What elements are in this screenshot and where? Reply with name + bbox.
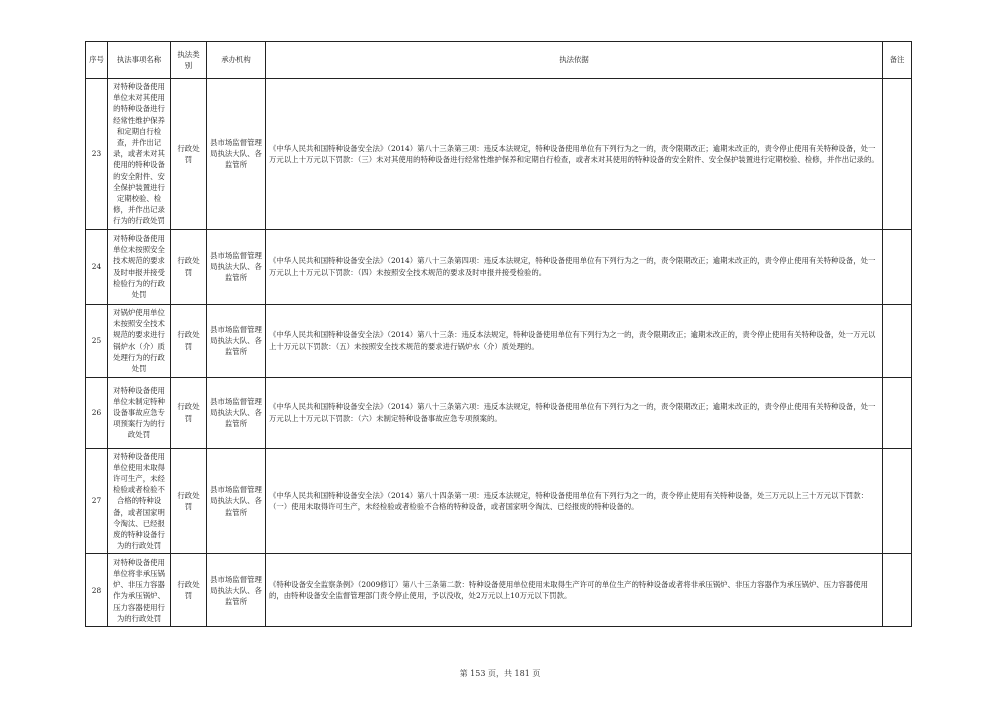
row-org: 县市场监督管理局执法大队、各监管所 xyxy=(207,554,266,627)
row-note xyxy=(883,377,912,448)
row-type: 行政处罚 xyxy=(171,448,207,554)
table-row xyxy=(86,448,912,554)
table-row xyxy=(86,377,912,448)
row-name: 对特种设备使用单位未对其使用的特种设备进行经常性维护保养和定期自行检查，并作出记录，或者未对其使用的特种设备的安全附件、安全保护装置进行定期校验、检修，并作出记录行为的行政处罚 xyxy=(108,79,171,230)
header-note: 备注 xyxy=(883,42,912,79)
row-basis: 《中华人民共和国特种设备安全法》（2014）第八十三条第三项：违反本法规定，特种设备使用单位有下列行为之一的，责令限期改正；逾期未改正的，责令停止使用有关特种设备，处一万元以上十万元以下罚款：（三）未对其使用的特种设备进行经常性维护保养和定期自行检查，或者未对其使用的特种设备的安全附件、安全保护装置进行定期校验、检修，并作出记录的。 xyxy=(266,79,883,230)
row-note xyxy=(883,79,912,230)
law-enforcement-table xyxy=(85,41,912,627)
header-org: 承办机构 xyxy=(207,42,266,79)
row-name: 对锅炉使用单位未按照安全技术规范的要求进行锅炉水（介）质处理行为的行政处罚 xyxy=(108,304,171,377)
row-basis: 《特种设备安全监察条例》（2009修订）第八十三条第二款：特种设备使用单位使用未取得生产许可的单位生产的特种设备或者将非承压锅炉、非压力容器作为承压锅炉、压力容器使用的，由特种设备安全监督管理部门责令停止使用，予以没收，处2万元以上10万元以下罚款。 xyxy=(266,554,883,627)
row-name: 对特种设备使用单位使用未取得许可生产，未经检验或者检验不合格的特种设备，或者国家明令淘汰、已经报废的特种设备行为的行政处罚 xyxy=(108,448,171,554)
table-row xyxy=(86,79,912,230)
row-basis: 《中华人民共和国特种设备安全法》（2014）第八十三条：违反本法规定，特种设备使用单位有下列行为之一的，责令限期改正；逾期未改正的，责令停止使用有关特种设备，处一万元以上十万元以下罚款：（五）未按照安全技术规范的要求进行锅炉水（介）质处理的。 xyxy=(266,304,883,377)
row-note xyxy=(883,229,912,304)
row-no: 27 xyxy=(86,448,108,554)
row-note xyxy=(883,448,912,554)
header-basis: 执法依据 xyxy=(266,42,883,79)
row-name: 对特种设备使用单位将非承压锅炉、非压力容器作为承压锅炉、压力容器使用行为的行政处罚 xyxy=(108,554,171,627)
header-name: 执法事项名称 xyxy=(108,42,171,79)
row-no: 25 xyxy=(86,304,108,377)
row-org: 县市场监督管理局执法大队、各监管所 xyxy=(207,304,266,377)
table-row xyxy=(86,304,912,377)
row-no: 23 xyxy=(86,79,108,230)
row-basis: 《中华人民共和国特种设备安全法》（2014）第八十三条第四项：违反本法规定，特种设备使用单位有下列行为之一的，责令限期改正；逾期未改正的，责令停止使用有关特种设备，处一万元以上十万元以下罚款：（四）未按照安全技术规范的要求及时申报并接受检验的。 xyxy=(266,229,883,304)
row-org: 县市场监督管理局执法大队、各监管所 xyxy=(207,79,266,230)
header-no: 序号 xyxy=(86,42,108,79)
row-type: 行政处罚 xyxy=(171,377,207,448)
row-note xyxy=(883,304,912,377)
row-type: 行政处罚 xyxy=(171,229,207,304)
row-basis: 《中华人民共和国特种设备安全法》（2014）第八十四条第一项：违反本法规定，特种设备使用单位有下列行为之一的，责令停止使用有关特种设备，处三万元以上三十万元以下罚款：（一）使用未取得许可生产，未经检验或者检验不合格的特种设备，或者国家明令淘汰、已经报废的特种设备的。 xyxy=(266,448,883,554)
row-name: 对特种设备使用单位未按照安全技术规范的要求及时申报并接受检验行为的行政处罚 xyxy=(108,229,171,304)
page-footer xyxy=(0,668,1000,679)
row-no: 26 xyxy=(86,377,108,448)
row-org: 县市场监督管理局执法大队、各监管所 xyxy=(207,448,266,554)
row-no: 28 xyxy=(86,554,108,627)
row-type: 行政处罚 xyxy=(171,304,207,377)
table-row xyxy=(86,554,912,627)
row-org: 县市场监督管理局执法大队、各监管所 xyxy=(207,377,266,448)
table-row xyxy=(86,229,912,304)
row-no: 24 xyxy=(86,229,108,304)
row-name: 对特种设备使用单位未制定特种设备事故应急专项预案行为的行政处罚 xyxy=(108,377,171,448)
row-type: 行政处罚 xyxy=(171,554,207,627)
header-type: 执法类别 xyxy=(171,42,207,79)
row-note xyxy=(883,554,912,627)
page-number: 第 153 页，共 181 页 xyxy=(459,669,541,678)
row-type: 行政处罚 xyxy=(171,79,207,230)
row-basis: 《中华人民共和国特种设备安全法》（2014）第八十三条第六项：违反本法规定，特种设备使用单位有下列行为之一的，责令限期改正；逾期未改正的，责令停止使用有关特种设备，处一万元以上十万元以下罚款：（六）未制定特种设备事故应急专项预案的。 xyxy=(266,377,883,448)
row-org: 县市场监督管理局执法大队、各监管所 xyxy=(207,229,266,304)
table-header-row xyxy=(86,42,912,79)
